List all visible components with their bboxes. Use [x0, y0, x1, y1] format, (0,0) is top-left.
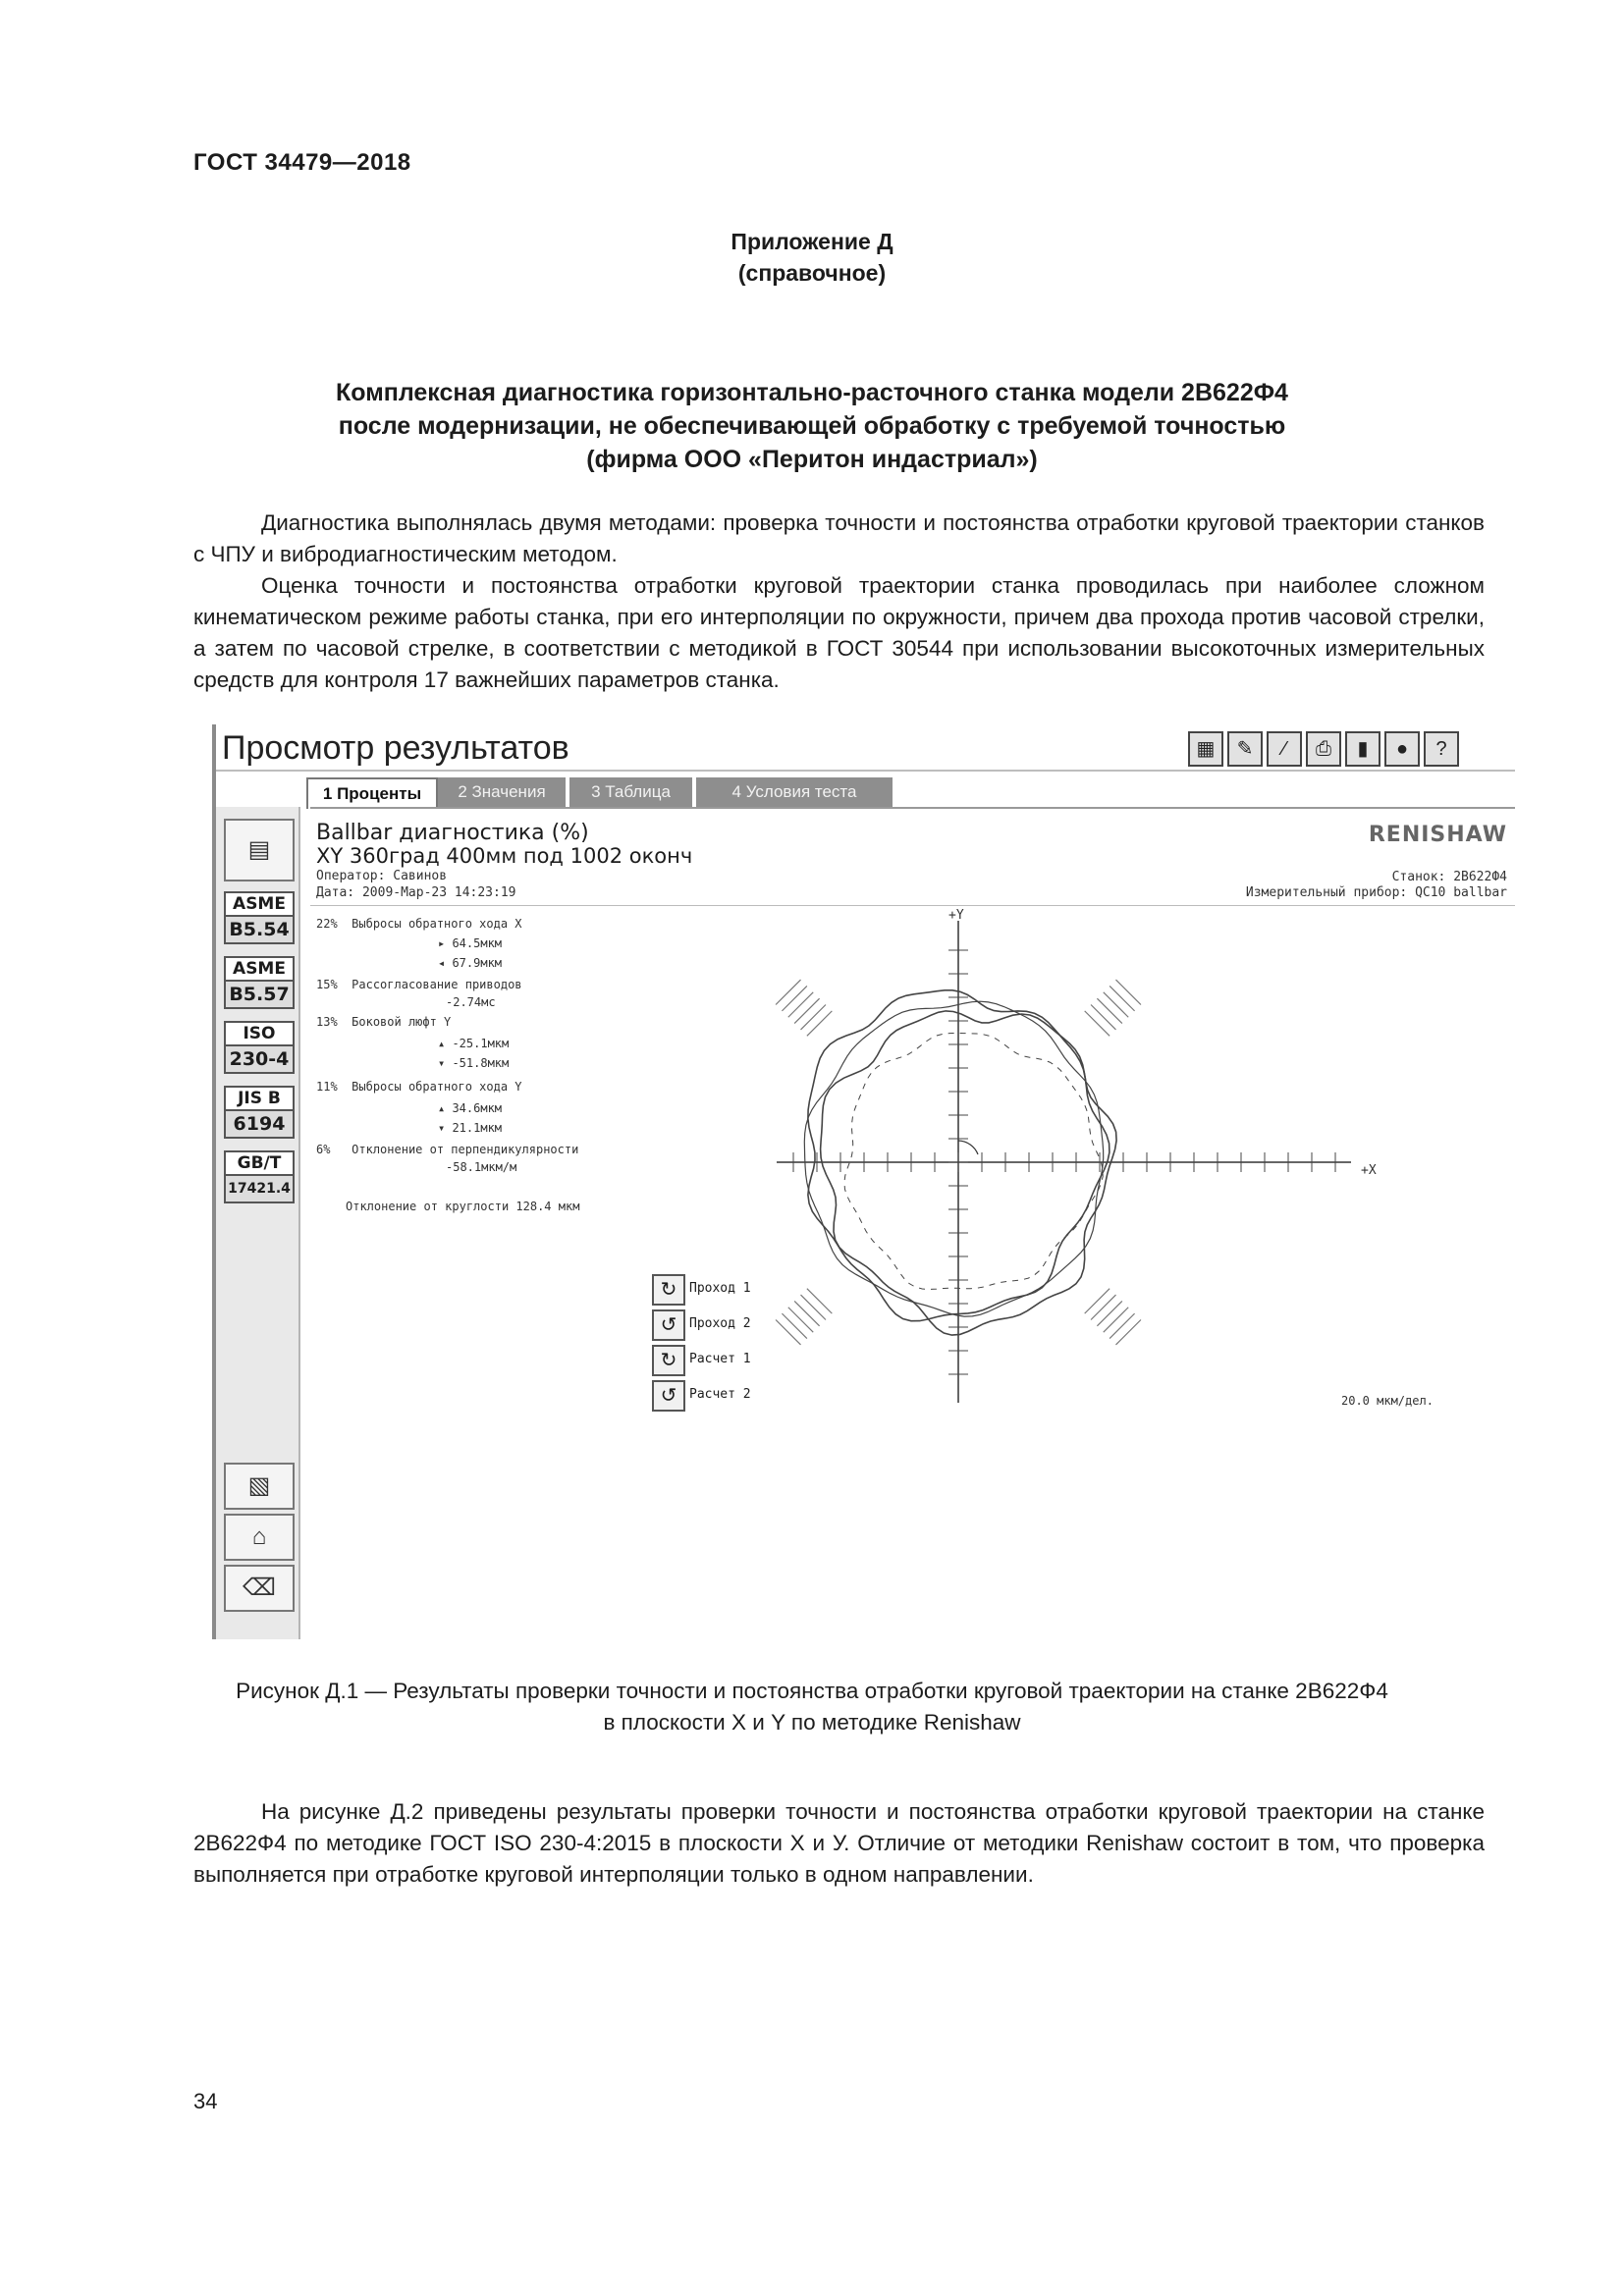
section-title-line2: после модернизации, не обеспечивающей обработку с требуемой точностью [338, 412, 1286, 440]
calc1-icon[interactable]: ↻ [652, 1345, 685, 1376]
result-value-text: 67.9мкм [452, 956, 503, 970]
standard-label: ISO [226, 1023, 293, 1046]
guide-hatch [1085, 1289, 1110, 1313]
standard-code: B5.57 [226, 982, 293, 1007]
result-percent: 13% [316, 1015, 338, 1029]
results-panel [310, 807, 1515, 1639]
legend-pass2: Проход 2 [689, 1316, 751, 1331]
guide-hatch [801, 1295, 826, 1319]
standard-iso-2304[interactable] [224, 1021, 295, 1074]
result-name: Боковой люфт Y [352, 1015, 452, 1029]
scale-icon[interactable]: ⁄ [1267, 731, 1302, 767]
machine-icon[interactable]: ▤ [224, 819, 295, 881]
result-percent: 22% [316, 917, 338, 931]
guide-hatch [794, 1301, 819, 1325]
result-value: ▾ -51.8мкм [438, 1056, 510, 1070]
result-value: ▾ 21.1мкм [438, 1121, 503, 1135]
tab-percent[interactable]: 1 Проценты [306, 777, 438, 809]
diagnostics-title: Ballbar диагностика (%) [316, 821, 589, 845]
result-percent: 6% [316, 1143, 331, 1156]
standard-asme-b554[interactable] [224, 891, 295, 944]
guide-hatch [1110, 1313, 1134, 1338]
operator-label: Оператор: Савинов [316, 869, 448, 883]
result-value: ▴ 34.6мкм [438, 1101, 503, 1115]
tab-values[interactable]: 2 Значения [438, 777, 566, 807]
section-title-line3: (фирма ООО «Перитон индастриал») [586, 446, 1038, 473]
result-value-text: -51.8мкм [452, 1056, 510, 1070]
header-separator [310, 905, 1515, 906]
axis-label-y: +Y [948, 908, 964, 923]
result-name: Выбросы обратного хода X [352, 917, 522, 931]
result-value: -58.1мкм/м [446, 1160, 517, 1174]
result-value-text: 21.1мкм [452, 1121, 503, 1135]
axis-label-x: +X [1361, 1163, 1377, 1178]
guide-hatch [807, 1011, 832, 1036]
appendix-label: Приложение Д [731, 229, 893, 254]
standard-label: JIS B [226, 1088, 293, 1111]
reference-circle-dashed [844, 1034, 1103, 1290]
intro-text [193, 507, 1485, 696]
standard-label: ASME [226, 893, 293, 917]
standard-gbt-174214[interactable] [224, 1150, 295, 1203]
result-value: ▴ -25.1мкм [438, 1037, 510, 1050]
result-squareness [316, 1143, 578, 1156]
result-value-text: -25.1мкм [452, 1037, 510, 1050]
guide-hatch [1115, 1319, 1140, 1344]
figure-caption-line1: Рисунок Д.1 — Результаты проверки точности и постоянства отработки круговой траектории на станке 2В622Ф4 [236, 1679, 1388, 1703]
section-title-line1: Комплексная диагностика горизонтально-расточного станка модели 2В622Ф4 [336, 379, 1288, 406]
tools-icon[interactable]: ✎ [1227, 731, 1263, 767]
results-viewer-screenshot [212, 724, 1515, 1639]
standard-label: ASME [226, 958, 293, 982]
scale-label: 20.0 мкм/дел. [1341, 1394, 1434, 1408]
guide-hatch [1110, 986, 1134, 1010]
guide-hatch [1091, 1005, 1115, 1030]
trace-calc [804, 1001, 1103, 1316]
standard-code: 17421.4 [226, 1176, 293, 1201]
guide-hatch [1097, 1301, 1121, 1325]
result-value: -2.74мс [446, 995, 496, 1009]
legend-calc2: Расчет 2 [689, 1387, 751, 1402]
guide-hatch [788, 1308, 813, 1332]
guide-hatch [782, 1313, 806, 1338]
intro-paragraph-2: Оценка точности и постоянства отработки круговой траектории станка проводилась при наиболее сложном кинематическом режиме работы станка, при его интерполяции по окружности, причем два прохода против часовой стрелки, а затем по часовой стрелке, в соответствии с методикой в ГОСТ 30544 при использовании высокоточных измерительных средств для контроля 17 важнейших параметров станка. [193, 573, 1485, 692]
test-description: XY 360град 400мм под 1002 оконч [316, 844, 693, 868]
appendix-type: (справочное) [737, 260, 887, 286]
globe-icon[interactable]: ● [1384, 731, 1420, 767]
delete-icon[interactable]: ⌫ [224, 1565, 295, 1612]
window-title: Просмотр результатов [222, 729, 569, 767]
pass1-icon[interactable]: ↻ [652, 1274, 685, 1306]
outro-paragraph-1: На рисунке Д.2 приведены результаты проверки точности и постоянства отработки круговой траектории на станке 2В622Ф4 по методике ГОСТ ISO 230-4:2015 в плоскости X и У. Отличие от методики Renishaw состоит в том, что проверка выполняется при отработке круговой интерполяции только в одном направлении. [193, 1799, 1485, 1887]
guide-hatch [776, 1319, 800, 1344]
result-name: Отклонение от перпендикулярности [352, 1143, 579, 1156]
standard-label: GB/T [226, 1152, 293, 1176]
guide-hatch [1085, 1011, 1110, 1036]
standard-code: 230-4 [226, 1046, 293, 1072]
guide-hatch [1091, 1295, 1115, 1319]
result-name: Рассогласование приводов [352, 978, 522, 991]
guide-hatch [807, 1289, 832, 1313]
standards-sidebar [216, 807, 300, 1639]
print-icon[interactable]: ⎙ [1306, 731, 1341, 767]
outro-text [193, 1796, 1485, 1891]
result-value: ▸ 64.5мкм [438, 936, 503, 950]
standard-jis-b6194[interactable] [224, 1086, 295, 1139]
guide-hatch [1104, 992, 1128, 1017]
standard-code: B5.54 [226, 917, 293, 942]
figure-caption-line2: в плоскости X и Y по методике Renishaw [603, 1710, 1021, 1735]
guide-hatch [1104, 1308, 1128, 1332]
guide-hatch [776, 980, 800, 1004]
result-name: Выбросы обратного хода Y [352, 1080, 522, 1094]
result-backlash-y [316, 1080, 522, 1094]
guide-hatch [782, 986, 806, 1010]
help-icon[interactable]: ? [1424, 731, 1459, 767]
guide-hatch [1097, 998, 1121, 1023]
angle-arc [958, 1141, 978, 1154]
page-number: 34 [193, 2089, 218, 2113]
machine-label: Станок: 2В622Ф4 [1391, 870, 1507, 884]
result-backlash-x [316, 917, 522, 931]
date-label: Дата: 2009-Мар-23 14:23:19 [316, 885, 516, 900]
result-percent: 11% [316, 1080, 338, 1094]
result-value-text: 64.5мкм [452, 936, 503, 950]
calc2-icon[interactable]: ↺ [652, 1380, 685, 1412]
renishaw-logo: RENISHAW [1368, 823, 1507, 847]
result-percent: 15% [316, 978, 338, 991]
clipboard-icon[interactable]: ▮ [1345, 731, 1380, 767]
standard-asme-b557[interactable] [224, 956, 295, 1009]
result-lateral-play-y [316, 1015, 451, 1029]
window-titlebar [216, 724, 1515, 772]
image-icon[interactable]: ▧ [224, 1463, 295, 1510]
legend-calc1: Расчет 1 [689, 1352, 751, 1366]
guide-hatch [801, 1005, 826, 1030]
tab-table[interactable]: 3 Таблица [569, 777, 692, 807]
ballbar-polar-plot [723, 907, 1430, 1417]
guide-hatch [794, 998, 819, 1023]
intro-paragraph-1: Диагностика выполнялась двумя методами: проверка точности и постоянства отработки круговой траектории станков с ЧПУ и вибродиагностическим методом. [193, 510, 1485, 566]
pass2-icon[interactable]: ↺ [652, 1309, 685, 1341]
instrument-label: Измерительный прибор: QC10 ballbar [1245, 885, 1507, 900]
result-value-text: 34.6мкм [452, 1101, 503, 1115]
grid-icon[interactable]: ▦ [1188, 731, 1223, 767]
standard-code: 6194 [226, 1111, 293, 1137]
plot-geometry [776, 921, 1351, 1403]
result-value: ◂ 67.9мкм [438, 956, 503, 970]
legend-pass1: Проход 1 [689, 1281, 751, 1296]
guide-hatch [1115, 980, 1140, 1004]
home-icon[interactable]: ⌂ [224, 1514, 295, 1561]
tab-test-conditions[interactable]: 4 Условия теста [696, 777, 893, 807]
guide-hatch [788, 992, 813, 1017]
result-servo-mismatch [316, 978, 522, 991]
document-standard-header: ГОСТ 34479—2018 [193, 149, 411, 176]
roundness-result: Отклонение от круглости 128.4 мкм [346, 1200, 580, 1213]
trace-pass-2 [821, 1011, 1117, 1335]
